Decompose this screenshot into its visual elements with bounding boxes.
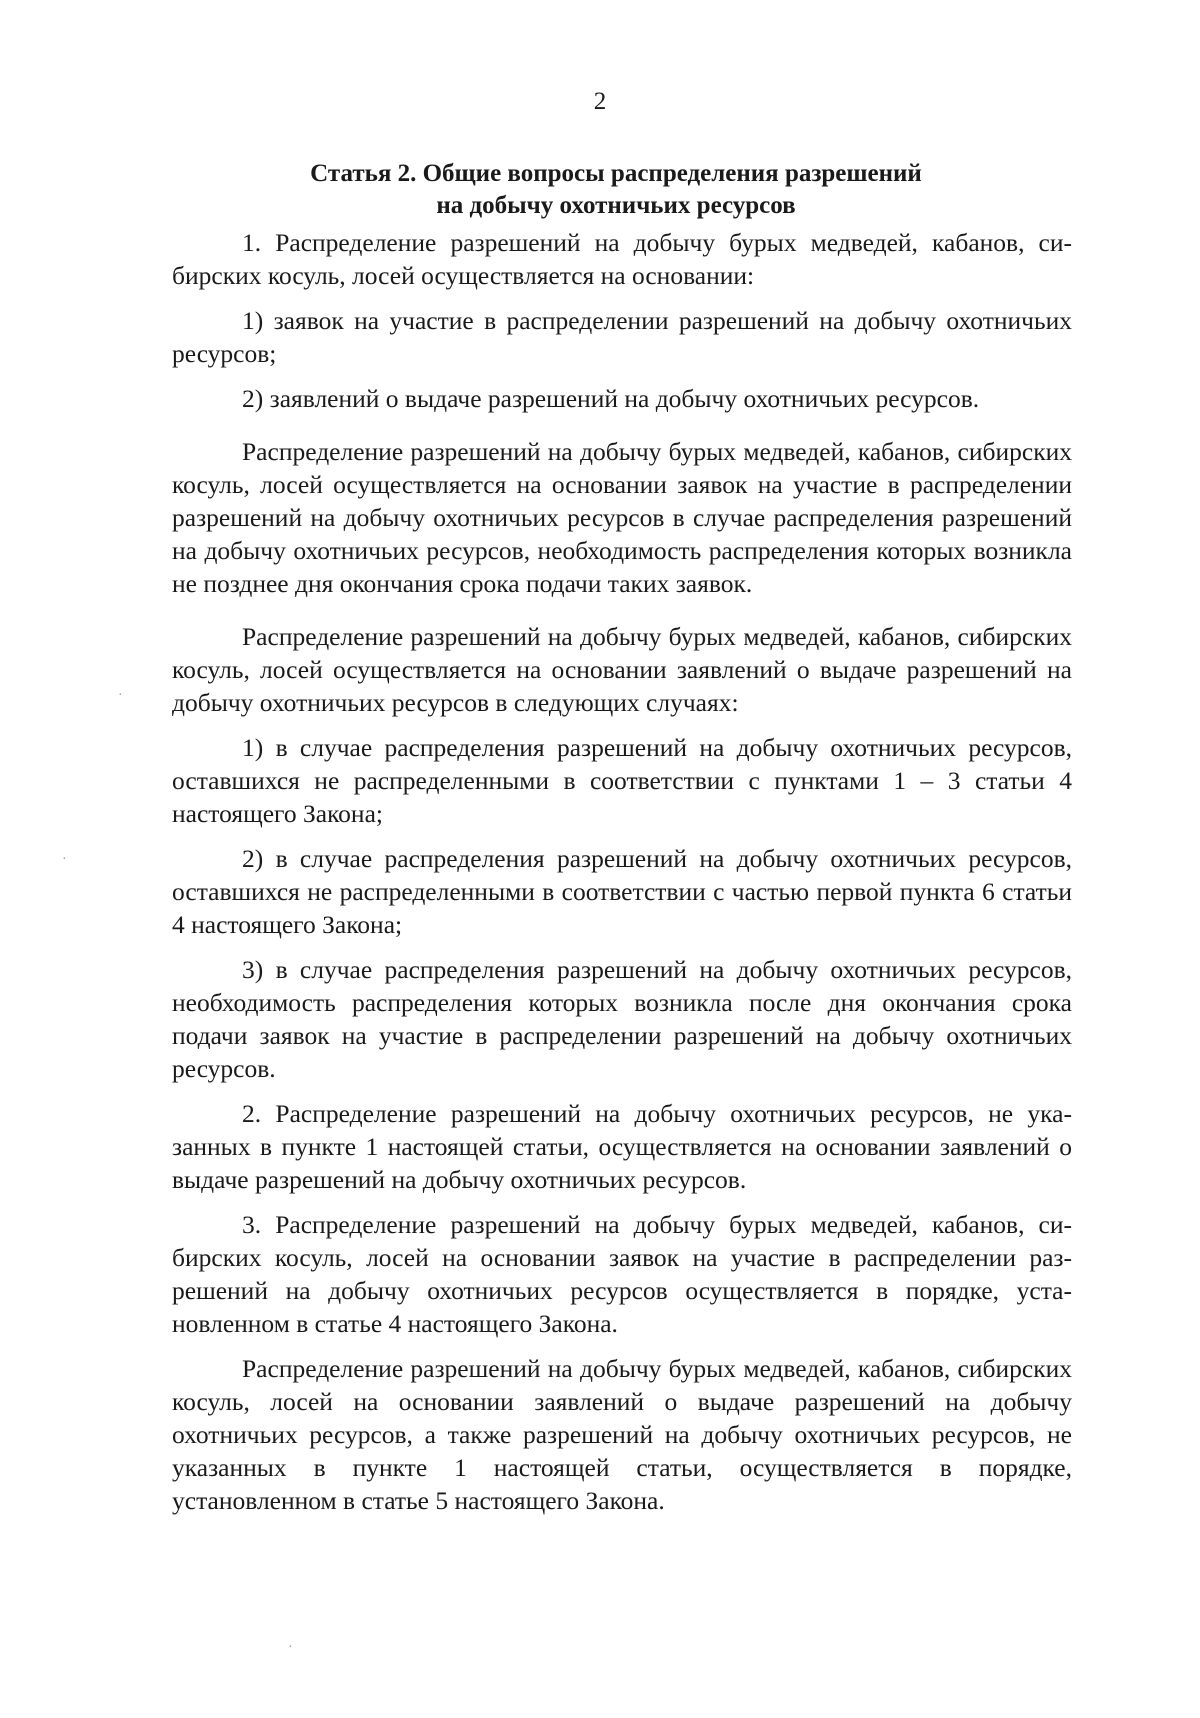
paragraph-clause-3-statements: Распределение разрешений на добычу бурых медведей, кабанов, сибирских косуль, лосей на основании заявлений о выдаче разрешений на добычу охотничьих ресурсов, а также разрешений на добычу охотничьих ресурсов, не указанных в пункте 1 настоящей статьи, осуществляется в порядке, установленном в статье 5 настоящего Закона. [172,1354,1072,1515]
scan-speck: · [62,852,67,867]
article-body [172,226,1072,1529]
paragraph-clause-1: 1. Распределение разрешений на добычу бурых медведей, кабанов, сибирских косуль, лосей осуществляется на основании: [172,228,1072,290]
page-number: 2 [593,88,607,115]
paragraph-applications: Распределение разрешений на добычу бурых медведей, кабанов, сибирских косуль, лосей осуществляется на основании заявок на участие в распределении разрешений на добычу охотничьих ресурсов в случае распределения разрешений на добычу охотничьих ресурсов, необходимость распределения которых возникла не позднее дня окончания срока подачи таких заявок. [172,437,1072,598]
paragraph-case-1: 1) в случае распределения разрешений на добычу охотничьих ресурсов, оставшихся не распределенными в соответствии с пунктами 1 – 3 статьи 4 настоящего Закона; [172,733,1072,828]
article-title [160,158,1072,222]
paragraph-statements: Распределение разрешений на добычу бурых медведей, кабанов, сибирских косуль, лосей осуществляется на основании заявлений о выдаче разрешений на добычу охотничьих ресурсов в следующих случаях: [172,622,1072,717]
paragraph-subclause-2: 2) заявлений о выдаче разрешений на добычу охотничьих ресурсов. [242,384,980,413]
paragraph-subclause-1: 1) заявок на участие в распределении разрешений на добычу охотничьих ресурсов; [172,306,1072,368]
article-title-line-2: на добычу охотничьих ресурсов [436,192,796,219]
paragraph-clause-2: 2. Распределение разрешений на добычу охотничьих ресурсов, не указанных в пункте 1 настоящей статьи, осуществляется на основании заявлений о выдаче разрешений на добычу охотничьих ресурсов. [172,1099,1072,1194]
paragraph-case-3: 3) в случае распределения разрешений на добычу охотничьих ресурсов, необходимость распределения которых возникла после дня окончания срока подачи заявок на участие в распределении разрешений на добычу охотничьих ресурсов. [172,955,1072,1083]
article-title-line-1: Статья 2. Общие вопросы распределения разрешений [310,160,922,187]
paragraph-clause-3: 3. Распределение разрешений на добычу бурых медведей, кабанов, сибирских косуль, лосей на основании заявок на участие в распределении разрешений на добычу охотничьих ресурсов осуществляется в порядке, установленном в статье 4 настоящего Закона. [172,1210,1072,1338]
scan-speck: · [288,1640,293,1655]
scan-speck: · [118,688,123,703]
paragraph-case-2: 2) в случае распределения разрешений на добычу охотничьих ресурсов, оставшихся не распределенными в соответствии с частью первой пункта 6 статьи 4 настоящего Закона; [172,844,1072,939]
